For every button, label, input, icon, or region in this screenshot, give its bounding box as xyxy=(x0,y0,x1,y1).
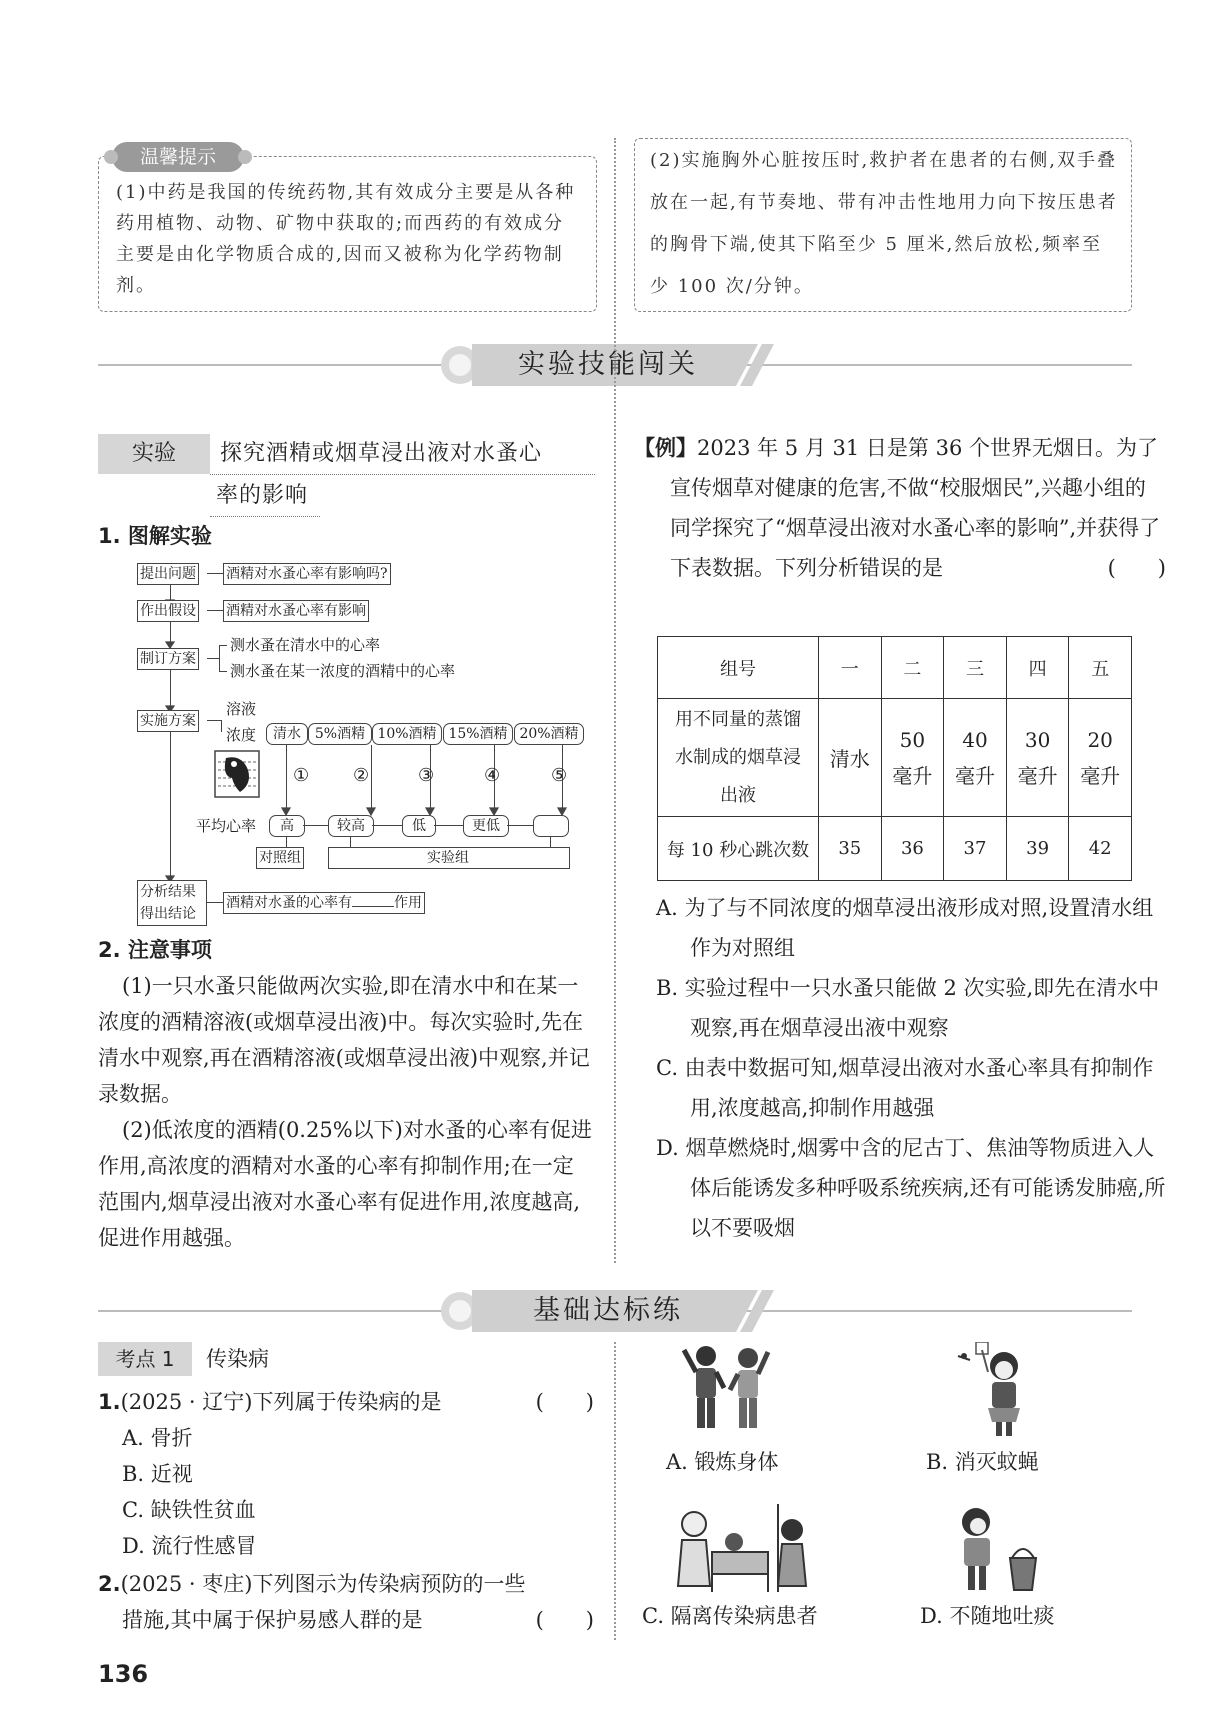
q1-option-c: C. 缺铁性贫血 xyxy=(122,1498,256,1522)
connector xyxy=(221,720,222,732)
q2-text-2: 措施,其中属于保护易感人群的是 xyxy=(122,1608,423,1632)
flow-plan-label: 制订方案 xyxy=(137,648,199,670)
label-a: 每 xyxy=(666,839,685,861)
solution-5pct: 5%酒精 xyxy=(308,723,372,745)
table-row-label-2 xyxy=(658,817,819,881)
table-cell-2-3: 37 xyxy=(944,817,1007,881)
table-cell-1-4 xyxy=(1006,699,1069,817)
tip-right-text: (2)实施胸外心脏按压时,救护者在患者的右侧,双手叠放在一起,有节奏地、带有冲击性地用力向下按压患者的胸骨下端,使其下陷至少 5 厘米,然后放松,频率至少 100 次/分钟。 xyxy=(650,150,1118,297)
result-text-a: 酒精对水蚤的心率有 xyxy=(226,895,352,911)
table-cell-2-4: 39 xyxy=(1006,817,1069,881)
page-number: 136 xyxy=(98,1660,149,1688)
rate-lower: 更低 xyxy=(463,815,509,837)
table-cell-2-2: 36 xyxy=(881,817,944,881)
q1-number: 1. xyxy=(98,1390,121,1414)
q2-paren: ( ) xyxy=(535,1608,594,1632)
table-header-4: 四 xyxy=(1006,637,1069,699)
kaodian-title: 传染病 xyxy=(206,1347,269,1371)
table-cell-1-2 xyxy=(881,699,944,817)
flow-question-text: 酒精对水蚤心率有影响吗? xyxy=(223,563,391,585)
experiment-title-2: 率的影响 xyxy=(216,483,309,508)
connector xyxy=(434,825,463,826)
table-cell-2-5: 42 xyxy=(1069,817,1132,881)
solution-15pct: 15%酒精 xyxy=(443,723,513,745)
pic-label-c: C. 隔离传染病患者 xyxy=(642,1604,818,1628)
pic-label-b: B. 消灭蚊蝇 xyxy=(926,1450,1039,1474)
table-row-label-1: 用不同量的蒸馏水制成的烟草浸出液 xyxy=(658,699,819,817)
table-header-2: 二 xyxy=(881,637,944,699)
flow-plan-text-2: 测水蚤在某一浓度的酒精中的心率 xyxy=(230,662,456,680)
flow-question-label: 提出问题 xyxy=(137,563,199,585)
connector xyxy=(207,610,223,611)
column-divider-2 xyxy=(614,1342,616,1640)
table-header-3: 三 xyxy=(944,637,1007,699)
q1-option-b: B. 近视 xyxy=(122,1462,193,1486)
trial-number-5: ⑤ xyxy=(551,765,568,786)
solution-20pct: 20%酒精 xyxy=(514,723,584,745)
flow-conc-label-2: 浓度 xyxy=(226,726,257,744)
connector xyxy=(303,825,328,826)
experiment-tag: 实验 xyxy=(98,434,210,474)
section-title: 实验技能闯关 xyxy=(518,349,698,380)
rate-high: 高 xyxy=(269,815,305,837)
note-1: (1)一只水蚤只能做两次实验,即在清水中和在某一浓度的酒精溶液(或烟草浸出液)中。每次实验时,先在清水中观察,再在酒精溶液(或烟草浸出液)中观察,并记录数据。 xyxy=(98,974,590,1106)
section-title-2: 基础达标练 xyxy=(533,1295,683,1326)
experiment-title-1: 探究酒精或烟草浸出液对水蚤心 xyxy=(220,441,543,466)
rate-low: 低 xyxy=(402,815,436,837)
connector xyxy=(207,720,221,721)
flow-result-label-1: 分析结果 xyxy=(140,884,196,900)
q1-text: 下列属于传染病的是 xyxy=(252,1390,442,1414)
flow-plan-text-1: 测水蚤在清水中的心率 xyxy=(230,636,381,654)
example-paren: ( ) xyxy=(1107,556,1166,580)
option-d: D. 烟草燃烧时,烟雾中含的尼古丁、焦油等物质进入人体后能诱发多种呼吸系统疾病,还有可能诱发肺癌,所以不要吸烟 xyxy=(656,1136,1166,1240)
table-header-group: 组号 xyxy=(658,637,819,699)
q1-option-d: D. 流行性感冒 xyxy=(122,1534,257,1558)
exercise-people-icon xyxy=(672,1342,782,1438)
q2-number: 2. xyxy=(98,1572,121,1596)
flow-result-label-2: 得出结论 xyxy=(140,906,196,922)
option-b: B. 实验过程中一只水蚤只能做 2 次实验,即先在清水中观察,再在烟草浸出液中观察 xyxy=(656,976,1160,1040)
column-divider xyxy=(614,138,616,1263)
solution-clear-water: 清水 xyxy=(266,723,308,745)
rate-higher: 较高 xyxy=(328,815,374,837)
control-group-label: 对照组 xyxy=(256,847,304,869)
trial-number-3: ③ xyxy=(418,765,435,786)
flow-hypothesis-label: 作出假设 xyxy=(137,600,199,622)
option-c: C. 由表中数据可知,烟草浸出液对水蚤心率具有抑制作用,浓度越高,抑制作用越强 xyxy=(656,1056,1154,1120)
avg-heart-rate-label: 平均心率 xyxy=(196,817,257,835)
connector xyxy=(371,745,372,809)
connector xyxy=(207,902,223,903)
table-cell-1-1: 清水 xyxy=(819,699,882,817)
connector xyxy=(219,645,220,671)
isolate-patients-icon xyxy=(672,1500,812,1596)
example-tag: 【例】 xyxy=(634,436,697,460)
note-2: (2)低浓度的酒精(0.25%以下)对水蚤的心率有促进作用,高浓度的酒精对水蚤的心率有抑制作用;在一定范围内,烟草浸出液对水蚤心率有促进作用,浓度越高,促进作用越强。 xyxy=(98,1118,592,1250)
value: 20 xyxy=(1087,727,1113,752)
table-cell-1-3 xyxy=(944,699,1007,817)
example-stem-text: 2023 年 5 月 31 日是第 36 个世界无烟日。为了宣传烟草对健康的危害,不做“校服烟民”,兴趣小组的同学探究了“烟草浸出液对水蚤心率的影响”,并获得了下表数据。下列分析错误的是 xyxy=(670,436,1161,580)
connector xyxy=(286,745,287,809)
label-num: 10 xyxy=(690,839,714,861)
table-cell-2-1: 35 xyxy=(819,817,882,881)
unit: 毫升 xyxy=(1017,763,1058,788)
flow-implement-label: 实施方案 xyxy=(137,710,199,732)
tip-label-text: 温馨提示 xyxy=(139,146,216,168)
data-table xyxy=(657,636,1132,881)
q1-option-a: A. 骨折 xyxy=(122,1426,193,1450)
table-header-1: 一 xyxy=(819,637,882,699)
result-blank xyxy=(352,894,394,907)
table-cell-1-5 xyxy=(1069,699,1132,817)
sub-heading-2: 2. 注意事项 xyxy=(98,938,212,962)
table-header-5: 五 xyxy=(1069,637,1132,699)
value: 30 xyxy=(1024,727,1051,752)
flow-hypothesis-text: 酒精对水蚤心率有影响 xyxy=(223,600,369,622)
connector xyxy=(219,645,227,646)
beaker-water-flea-icon xyxy=(212,748,264,802)
connector xyxy=(286,837,287,847)
q2-source: (2025 · 枣庄) xyxy=(120,1572,253,1596)
tip-left-text: (1)中药是我国的传统药物,其有效成分主要是从各种药用植物、动物、矿物中获取的;而西药的有效成分主要是由化学物质合成的,因而又被称为化学药物制剂。 xyxy=(116,182,576,296)
connector xyxy=(507,825,533,826)
q1-source: (2025 · 辽宁) xyxy=(120,1390,253,1414)
trial-number-4: ④ xyxy=(484,765,501,786)
connector xyxy=(219,671,227,672)
trial-number-2: ② xyxy=(353,765,370,786)
pic-label-a: A. 锻炼身体 xyxy=(666,1450,779,1474)
q1-stem xyxy=(98,1384,594,1420)
connector xyxy=(350,837,351,847)
value: 50 xyxy=(899,727,926,752)
unit: 毫升 xyxy=(1080,763,1121,788)
q2-stem-1 xyxy=(98,1566,594,1602)
kaodian-tag: 考点 1 xyxy=(98,1342,192,1376)
value: 40 xyxy=(962,727,988,752)
option-a: A. 为了与不同浓度的烟草浸出液形成对照,设置清水组作为对照组 xyxy=(656,896,1154,960)
q2-text-1: 下列图示为传染病预防的一些 xyxy=(252,1572,526,1596)
no-spitting-icon xyxy=(948,1500,1048,1596)
q2-stem-2 xyxy=(122,1602,594,1638)
connector xyxy=(207,573,223,574)
example-stem xyxy=(634,428,1166,588)
sub-heading-1: 1. 图解实验 xyxy=(98,524,212,548)
pic-label-d: D. 不随地吐痰 xyxy=(920,1604,1055,1628)
q1-paren: ( ) xyxy=(535,1390,594,1414)
flow-result-text xyxy=(223,892,425,914)
flow-arrows xyxy=(0,0,614,930)
flow-conc-label-1: 溶液 xyxy=(226,700,257,718)
connector xyxy=(372,825,402,826)
connector xyxy=(550,837,551,847)
rate-blank xyxy=(533,815,569,837)
result-text-b: 作用 xyxy=(394,895,422,911)
unit: 毫升 xyxy=(892,763,933,788)
connector xyxy=(207,658,219,659)
flow-result-label xyxy=(137,880,207,926)
trial-number-1: ① xyxy=(293,765,310,786)
experimental-group-label: 实验组 xyxy=(427,850,469,866)
label-b: 秒心跳次数 xyxy=(719,839,810,861)
solution-10pct: 10%酒精 xyxy=(372,723,442,745)
kill-mosquitoes-icon xyxy=(948,1342,1048,1438)
unit: 毫升 xyxy=(954,763,995,788)
flowchart xyxy=(0,0,614,930)
